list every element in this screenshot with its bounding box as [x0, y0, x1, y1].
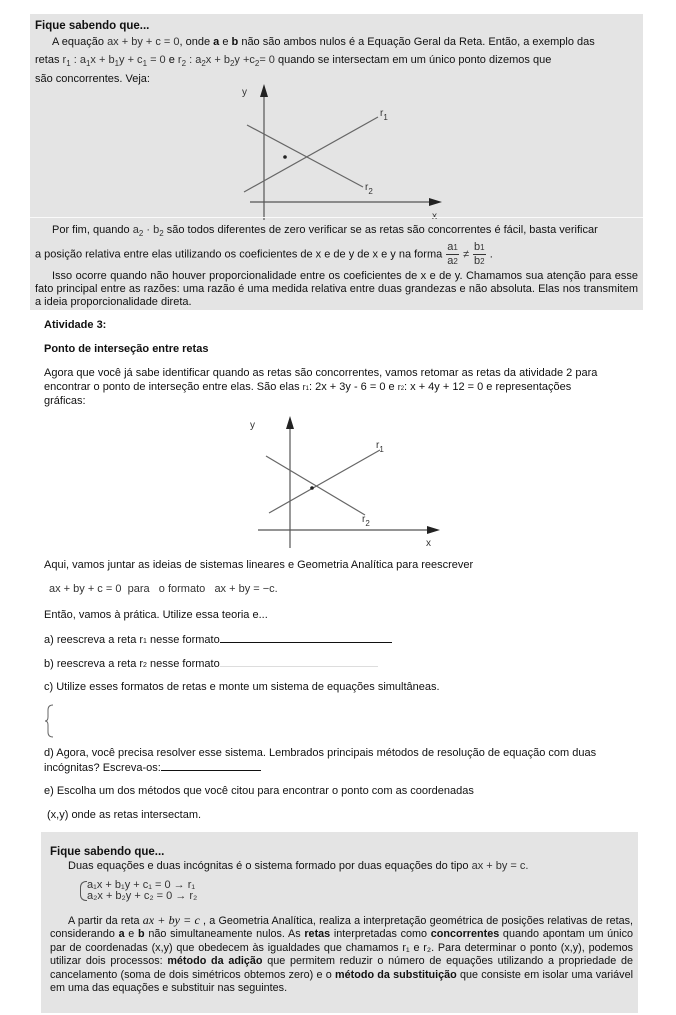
fraction-a1-a2: $\frac{a1}{a2}$	[447, 241, 458, 267]
activity-intro-line-1: Agora que você já sabe identificar quando as retas são concorrentes, vamos retomar as retas da atividade 2 para	[44, 367, 598, 379]
box1-paragraph-2-line-1: Por fim, quando $a_2 \cdot b_2$ são todos diferentes de zero verificar se as retas são concorrentes é fácil, basta verificar	[52, 224, 598, 238]
curly-brace-icon	[44, 704, 56, 738]
box1-title: Fique sabendo que...	[35, 20, 150, 32]
concurrent-lines-graph-1	[240, 80, 450, 220]
box2-paragraph-1: Duas equações e duas incógnitas é o sistema formado por duas equações do tipo ax + by = c.	[68, 860, 529, 872]
question-d-line-1: d) Agora, você precisa resolver esse sistema. Lembrados principais métodos de resolução de equação com duas	[44, 747, 597, 759]
box1-paragraph-2-line-2: a posição relativa entre elas utilizando os coeficientes de x e de y de x e y na forma $\frac{a1}{a2}$ ≠ $\frac{b1}{b2}$ .	[35, 241, 493, 267]
box1-paragraph-1-line-2: retas $r_1$ : $a_1x + b_1y + c_1 = 0$ e $r_2$ : $a_2x + b_2y +c_2= 0$ quando se intersectam em um único ponto dizemos que	[35, 54, 552, 68]
question-a: a) reescreva a reta r1 nesse formato	[44, 632, 392, 649]
question-b: b) reescreva a reta r2 nesse formato	[44, 656, 378, 673]
info-box-sistemas	[41, 832, 638, 1013]
format-line: ax + by + c = 0 para o formato ax + by = −c.	[49, 583, 278, 595]
question-e-line-2: (x,y) onde as retas intersectam.	[47, 809, 202, 821]
box2-title: Fique sabendo que...	[50, 846, 165, 858]
fraction-b1-b2: $\frac{b1}{b2}$	[474, 241, 485, 267]
r2-equation: $r_2$ : $a_2x + b_2y +c_2= 0$	[177, 54, 275, 68]
answer-a-field[interactable]	[220, 632, 392, 643]
x-axis-label: x	[432, 211, 437, 220]
concurrent-lines-graph-2	[240, 412, 445, 552]
box1-lower-section	[30, 217, 643, 310]
r1-equation: $r_1$ : $a_1x + b_1y + c_1 = 0$	[62, 54, 166, 68]
equation-system: a₁x + b₁y + c₁ = 0 → r₁ a₂x + b₂y + c₂ = 0 → r₂	[80, 880, 197, 902]
box1-paragraph-1-line-1: A equação ax + by + c = 0, onde a e b não são ambos nulos é a Equação Geral da Reta. Então, a exemplo das	[52, 36, 595, 48]
activity-subtitle: Ponto de interseção entre retas	[44, 343, 209, 355]
practice-text: Então, vamos à prática. Utilize essa teoria e...	[44, 609, 268, 621]
activity-intro-line-2: encontrar o ponto de interseção entre elas. São elas r1: 2x + 3y - 6 = 0 e r2: x + 4y + 12 = 0 e representações	[44, 381, 572, 393]
x-axis-label-2: x	[426, 538, 431, 549]
box1-paragraph-3: Isso ocorre quando não houver proporcionalidade entre os coeficientes de x e de y. Chamamos sua atenção para esse fato principal entre as razões: uma razão é uma medida relativa entre duas grandezas e não absoluta. Elas nos transmitem a ideia proporcionalidade direta.	[35, 270, 638, 308]
answer-b-field[interactable]	[220, 656, 378, 667]
question-e-line-1: e) Escolha um dos métodos que você citou para encontrar o ponto com as coordenadas	[44, 785, 474, 797]
info-box-equacao-geral	[30, 14, 643, 310]
join-text: Aqui, vamos juntar as ideias de sistemas lineares e Geometria Analítica para reescrever	[44, 559, 474, 571]
svg-text:r2: $r_2$	[362, 514, 370, 528]
svg-text:r1: $r_1$	[380, 108, 388, 122]
svg-text:r1: $r_1$	[376, 440, 384, 454]
box1-paragraph-1-line-3: são concorrentes. Veja:	[35, 73, 150, 85]
activity-intro-line-3: gráficas:	[44, 395, 86, 407]
question-d-line-2: incógnitas? Escreva-os:	[44, 760, 261, 775]
svg-text:r2: $r_2$	[365, 182, 373, 196]
answer-d-field[interactable]	[161, 760, 261, 771]
y-axis-label: y	[242, 87, 247, 98]
system-brace-answer-field[interactable]	[44, 704, 56, 738]
question-c: c) Utilize esses formatos de retas e monte um sistema de equações simultâneas.	[44, 681, 440, 693]
box2-paragraph-2: A partir da reta ax + by = c , a Geometria Analítica, realiza a interpretação geométrica de posições relativas de retas, considerando a e b não simultaneamente nulos. As retas interpretadas como concorrentes quando apontam um único par de coordenadas (x,y) que obedecem às igualdades que chamamos r₁ e r₂. Para determinar o ponto (x,y), podemos utilizar dois processos: método da adição que permitem reduzir o número de equações utilizando a propriedade de cancelamento (soma de dois simétricos obtemos zero) e o método da substituição que consiste em isolar uma variável em uma das equações e substituir nas seguintes.	[50, 913, 633, 995]
activity-title: Atividade 3:	[44, 319, 107, 331]
y-axis-label-2: y	[250, 420, 255, 431]
